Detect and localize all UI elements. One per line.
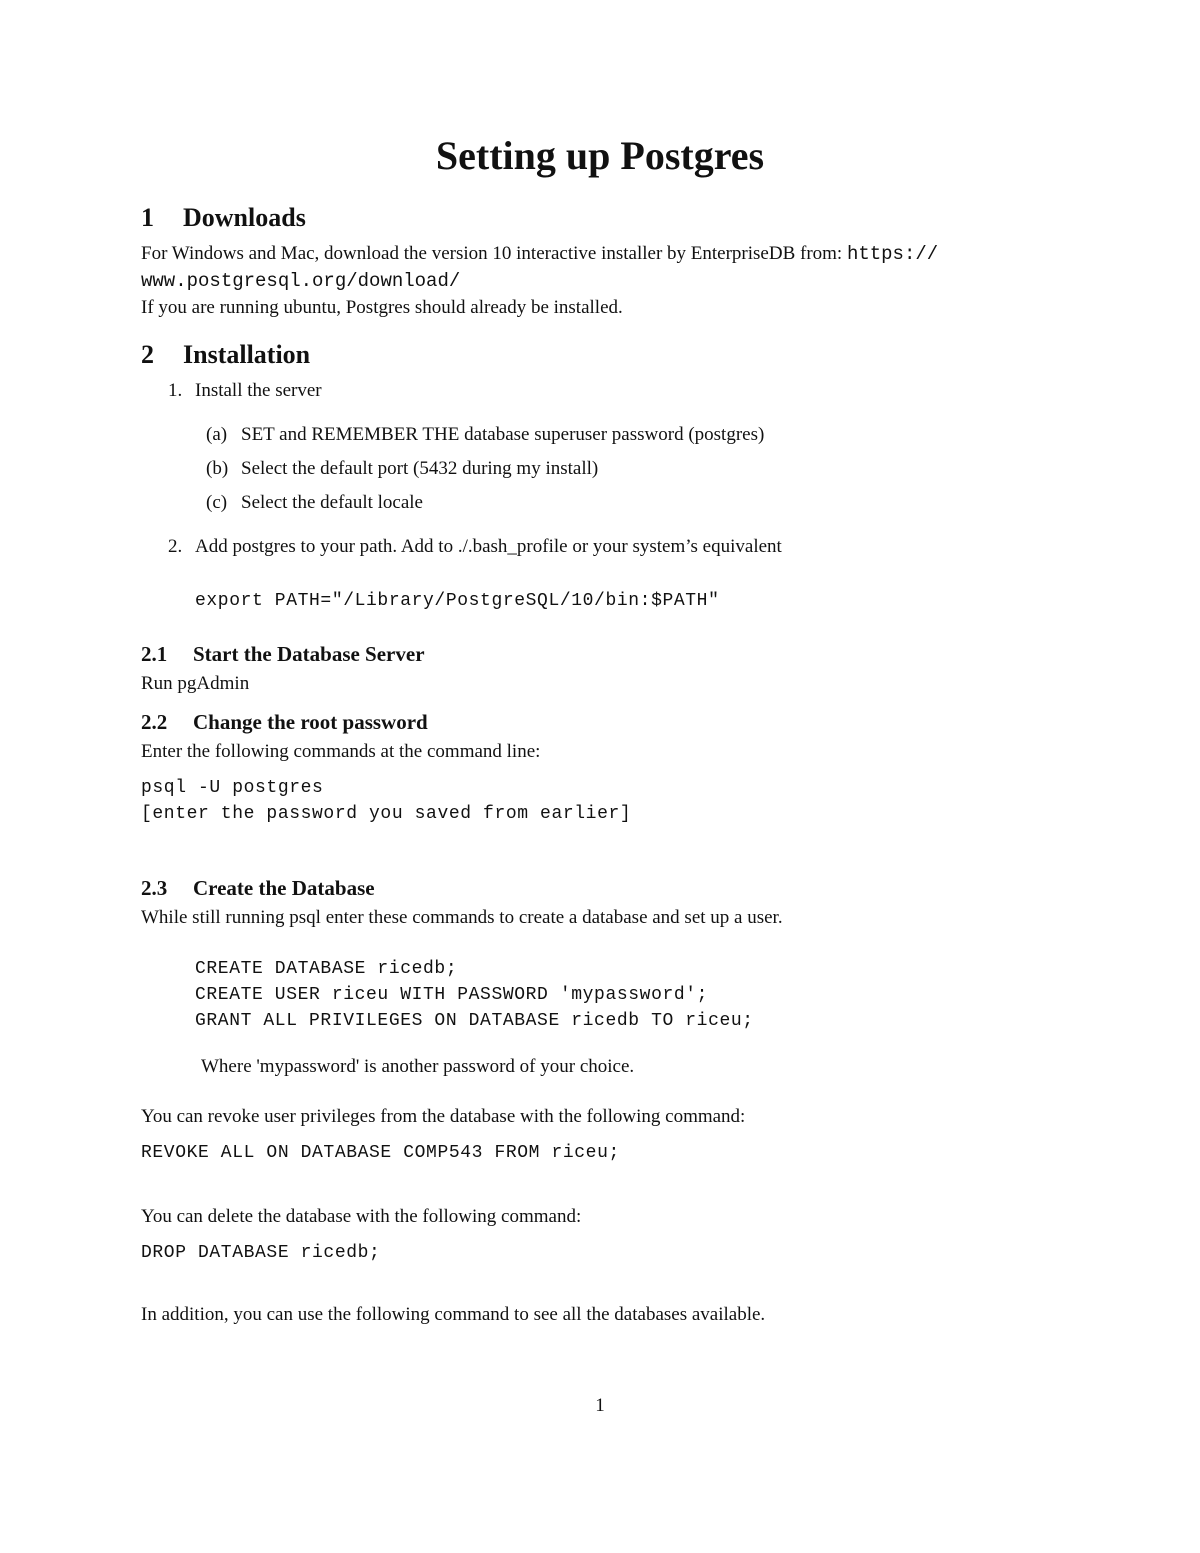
sub-text: Select the default locale	[241, 492, 423, 513]
subsection-title: Create the Database	[193, 876, 375, 900]
subsection-title: Start the Database Server	[193, 642, 425, 666]
list-databases-intro-text: In addition, you can use the following command to see all the databases available.	[141, 1304, 766, 1325]
section-title: Downloads	[183, 203, 306, 232]
sql-create-user: CREATE USER riceu WITH PASSWORD 'mypassword';	[195, 985, 709, 1005]
sql-drop-database: DROP DATABASE ricedb;	[141, 1243, 381, 1263]
run-pgadmin-text: Run pgAdmin	[141, 673, 250, 694]
list-item-2	[168, 536, 782, 558]
sub-item-c	[206, 492, 423, 514]
subsection-number: 2.1	[141, 642, 168, 666]
section-number: 2	[141, 340, 154, 369]
psql-command: psql -U postgres	[141, 778, 324, 798]
password-instruction: [enter the password you saved from earlier]	[141, 804, 632, 824]
list-text: Install the server	[195, 380, 322, 401]
subsection-2-2-heading	[141, 710, 428, 735]
create-db-intro-text: While still running psql enter these commands to create a database and set up a user.	[141, 907, 783, 928]
subsection-title: Change the root password	[193, 710, 428, 734]
export-path-command: export PATH="/Library/PostgreSQL/10/bin:$PATH"	[195, 591, 720, 611]
download-text: For Windows and Mac, download the version 10 interactive installer by EnterpriseDB from:	[141, 243, 843, 264]
section-2-heading	[141, 340, 310, 370]
download-link-part1[interactable]: https://	[846, 243, 939, 265]
sub-item-a	[206, 424, 764, 446]
page-number: 1	[595, 1395, 605, 1416]
section-number: 1	[141, 203, 154, 232]
sub-text: SET and REMEMBER THE database superuser password (postgres)	[241, 424, 765, 445]
list-text: Add postgres to your path. Add to ./.bash_profile or your system’s equivalent	[195, 536, 782, 557]
sub-label: (c)	[206, 492, 228, 513]
sub-label: (a)	[206, 424, 228, 445]
list-item-1	[168, 380, 322, 402]
subsection-number: 2.3	[141, 876, 168, 900]
page-title: Setting up Postgres	[435, 133, 765, 178]
list-number: 2.	[168, 536, 183, 557]
sub-text: Select the default port (5432 during my install)	[241, 458, 599, 479]
commands-intro-text: Enter the following commands at the command line:	[141, 741, 541, 762]
password-note: Where 'mypassword' is another password of your choice.	[201, 1056, 635, 1077]
download-link-part2[interactable]: www.postgresql.org/download/	[141, 270, 461, 292]
subsection-2-1-heading	[141, 642, 425, 667]
sub-item-b	[206, 458, 598, 480]
section-title: Installation	[183, 340, 311, 369]
sub-label: (b)	[206, 458, 229, 479]
ubuntu-paragraph: If you are running ubuntu, Postgres should already be installed.	[141, 297, 623, 318]
sql-grant-privileges: GRANT ALL PRIVILEGES ON DATABASE ricedb TO riceu;	[195, 1011, 754, 1031]
download-paragraph	[141, 243, 938, 265]
drop-intro-text: You can delete the database with the following command:	[141, 1206, 582, 1227]
subsection-2-3-heading	[141, 876, 375, 901]
sql-create-database: CREATE DATABASE ricedb;	[195, 959, 458, 979]
list-number: 1.	[168, 380, 183, 401]
revoke-intro-text: You can revoke user privileges from the database with the following command:	[141, 1106, 746, 1127]
subsection-number: 2.2	[141, 710, 168, 734]
sql-revoke: REVOKE ALL ON DATABASE COMP543 FROM riceu;	[141, 1143, 620, 1163]
download-url-line	[141, 270, 460, 292]
section-1-heading	[141, 203, 306, 233]
